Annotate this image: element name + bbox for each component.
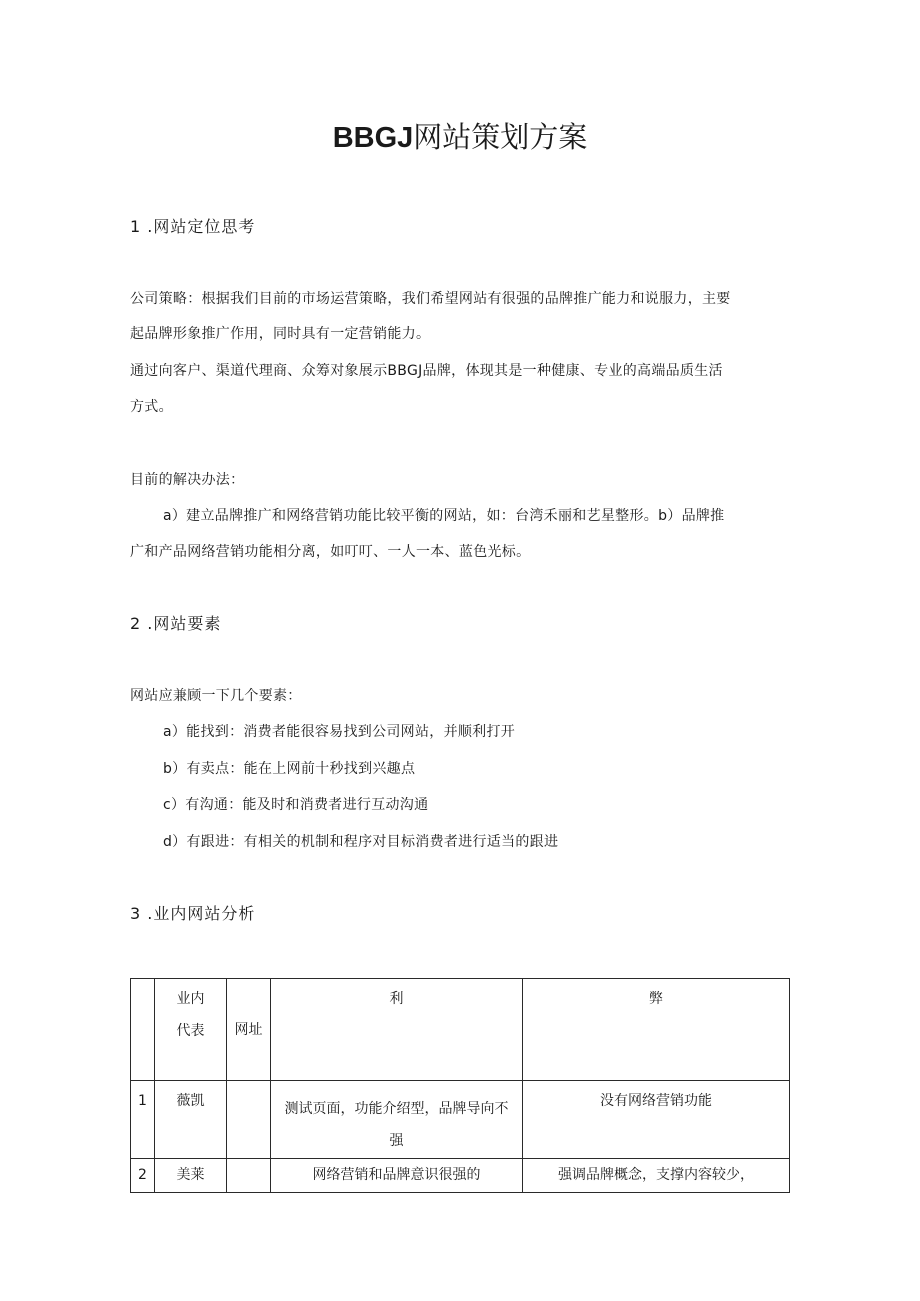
row-url	[227, 1081, 271, 1159]
row-pros: 网络营销和品牌意识很强的	[271, 1159, 523, 1193]
section2-heading: 2 .网站要素	[130, 614, 222, 633]
header-cons-cell	[523, 979, 790, 1081]
element-item-a: a）能找到：消费者能很容易找到公司网站，并顺利打开	[163, 724, 516, 740]
row-pros-line1: 测试页面，功能介绍型，品牌导向不	[284, 1101, 509, 1117]
industry-analysis-table	[130, 978, 790, 1193]
section3-heading: 3 .业内网站分析	[130, 904, 256, 923]
elements-intro: 网站应兼顾一下几个要素：	[130, 688, 302, 704]
row-name: 薇凯	[155, 1081, 227, 1159]
header-url-label: 网址	[234, 1021, 263, 1038]
row-cons: 没有网络营销功能	[523, 1081, 790, 1159]
strategy-line-2: 起品牌形象推广作用，同时具有一定营销能力。	[130, 326, 431, 342]
header-num-cell	[131, 979, 155, 1081]
row-pros-line2: 强	[389, 1133, 404, 1149]
row-cons: 强调品牌概念，支撑内容较少，	[523, 1159, 790, 1193]
row-name: 美莱	[155, 1159, 227, 1193]
header-representative-line2: 代表	[176, 1023, 205, 1039]
table-row	[131, 1159, 790, 1193]
display-line-2: 方式。	[130, 399, 173, 415]
table-header-row	[131, 979, 790, 1081]
element-item-d: d）有跟进：有相关的机制和程序对目标消费者进行适当的跟进	[163, 834, 559, 850]
row-pros	[271, 1081, 523, 1159]
solution-label: 目前的解决办法：	[130, 472, 245, 488]
header-pros-label: 利	[389, 991, 404, 1007]
header-pros-cell	[271, 979, 523, 1081]
strategy-line-1: 公司策略：根据我们目前的市场运营策略，我们希望网站有很强的品牌推广能力和说服力，主要	[130, 291, 731, 307]
section1-heading: 1 .网站定位思考	[130, 217, 256, 236]
header-representative-line1: 业内	[176, 991, 205, 1007]
title-latin: BBGJ	[332, 122, 414, 154]
header-url-cell	[227, 979, 271, 1081]
title-cjk: 网站策划方案	[413, 122, 588, 154]
header-cons-label: 弊	[649, 991, 663, 1007]
element-item-b: b）有卖点：能在上网前十秒找到兴趣点	[163, 761, 416, 777]
header-representative-cell	[155, 979, 227, 1081]
row-num: 1	[131, 1081, 155, 1159]
document-title	[0, 118, 920, 158]
solution-line-2: 广和产品网络营销功能相分离，如叮叮、一人一本、蓝色光标。	[130, 544, 531, 560]
table-row	[131, 1081, 790, 1159]
row-num: 2	[131, 1159, 155, 1193]
element-item-c: c）有沟通：能及时和消费者进行互动沟通	[163, 797, 429, 813]
solution-line-1: a）建立品牌推广和网络营销功能比较平衡的网站，如：台湾禾丽和艺星整形。b）品牌推	[163, 508, 725, 524]
row-url	[227, 1159, 271, 1193]
display-line-1: 通过向客户、渠道代理商、众筹对象展示BBGJ品牌，体现其是一种健康、专业的高端品质生活	[130, 363, 723, 379]
